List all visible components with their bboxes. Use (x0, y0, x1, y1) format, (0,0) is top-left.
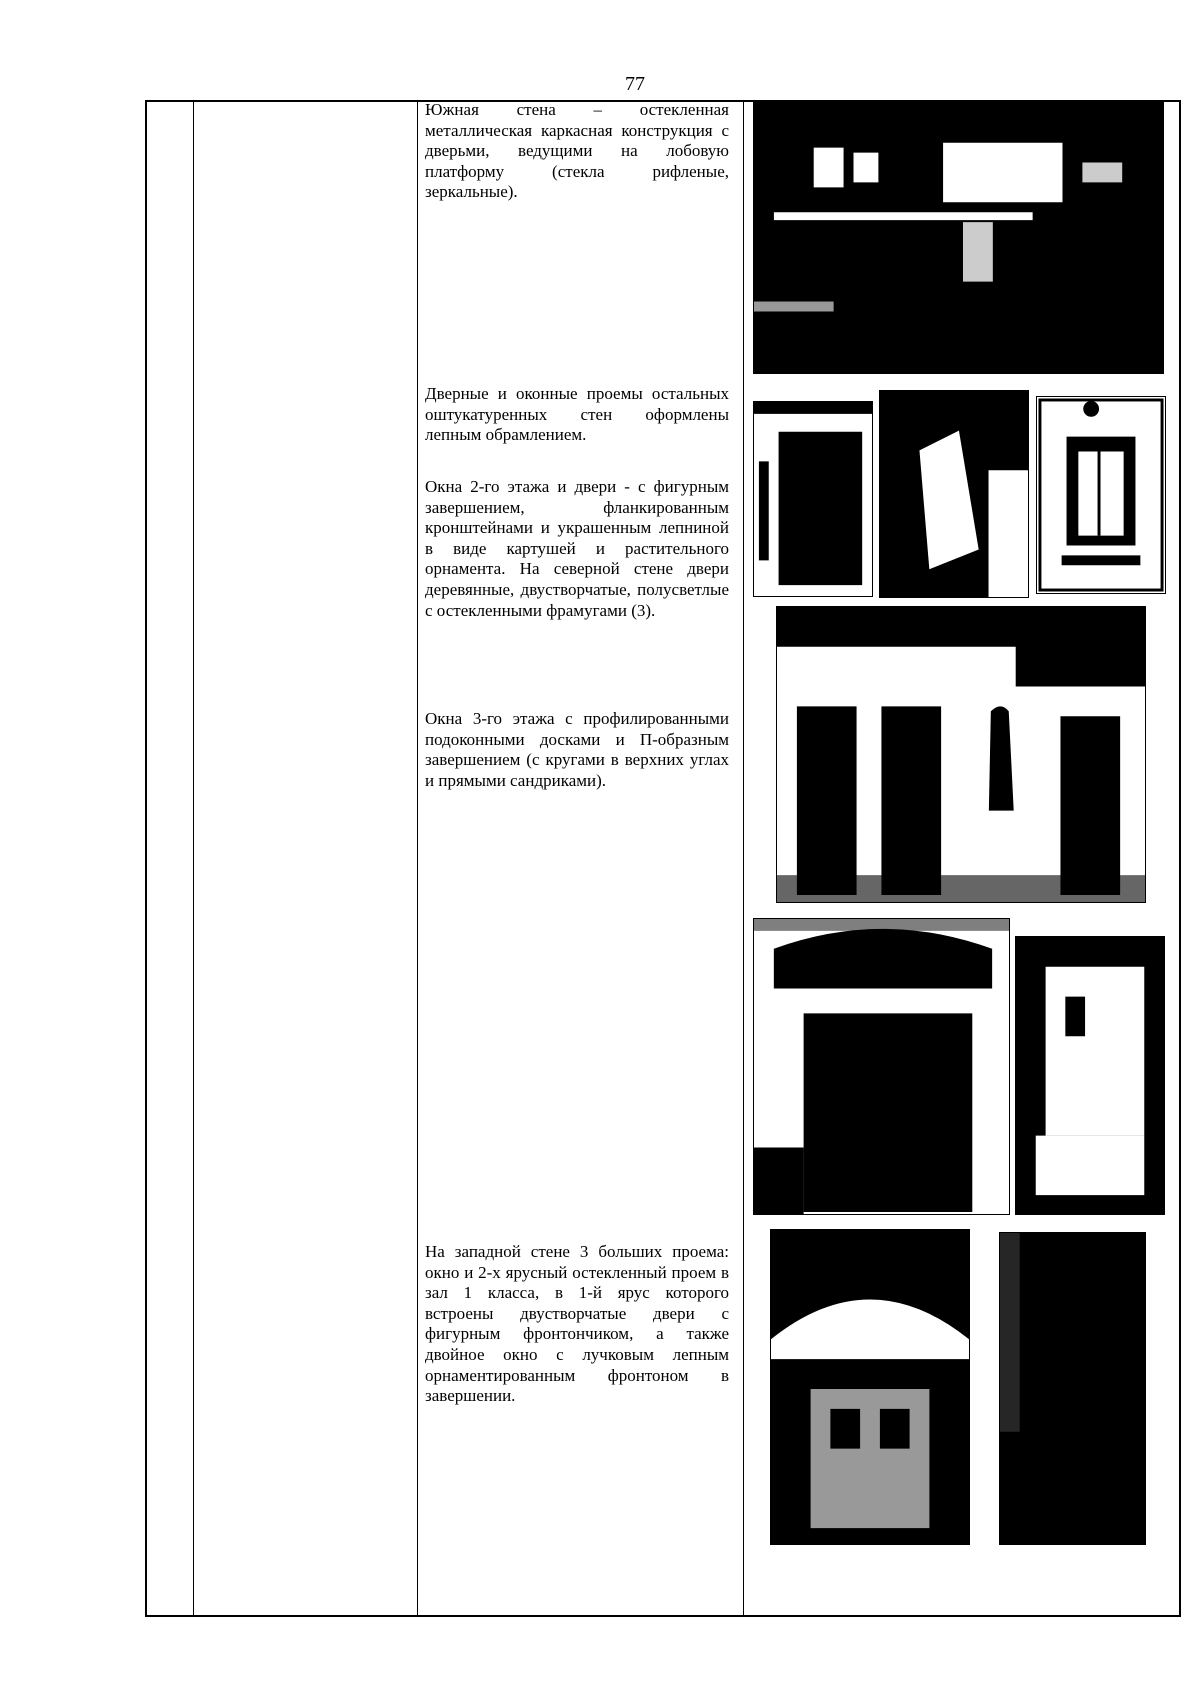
paragraph-openings-framing: Дверные и оконные проемы остальных оштукатуренных стен оформлены лепным обрамлением. (425, 384, 729, 445)
paragraph-third-floor-windows: Окна 3-го этажа с профилированными подоконными досками и П-образным завершением (с кругами в верхних углах и прямыми сандриками). (425, 709, 729, 790)
column-divider-1 (193, 102, 194, 1615)
page-number: 77 (625, 73, 645, 95)
photo-west-wall-facade (770, 1229, 970, 1545)
photo-west-wall-window (999, 1232, 1146, 1545)
paragraph-south-wall: Южная стена – остекленная металлическая каркасная конструкция с дверьми, ведущими на лобовую платформу (стекла рифленые, зеркальные). (425, 100, 729, 202)
paragraph-west-wall: На западной стене 3 больших проема: окно и 2-х ярусный остекленный проем в зал 1 класса, в 1-й ярус которого встроены двустворчатые двери с фигурным фронтончиком, а также двойное окно с лучковым лепным орнаментированным фронтоном в завершении. (425, 1242, 729, 1406)
photo-north-wall-doors (776, 606, 1146, 903)
photo-door-detail-2 (879, 390, 1029, 598)
paragraph-second-floor-windows: Окна 2-го этажа и двери - с фигурным завершением, фланкированным кронштейнами и украшенным лепниной в виде картушей и растительного орнамента. На северной стене двери деревянные, двустворчатые, полусветлые с остекленными фрамугами (3). (425, 477, 729, 620)
column-divider-3 (743, 102, 744, 1615)
photo-entrance-arch (753, 918, 1010, 1215)
photo-side-wall (1015, 936, 1165, 1215)
photo-south-wall-interior (753, 102, 1164, 374)
photo-window-detail (1036, 396, 1166, 594)
column-divider-2 (417, 102, 418, 1615)
photo-door-detail-1 (753, 401, 873, 597)
